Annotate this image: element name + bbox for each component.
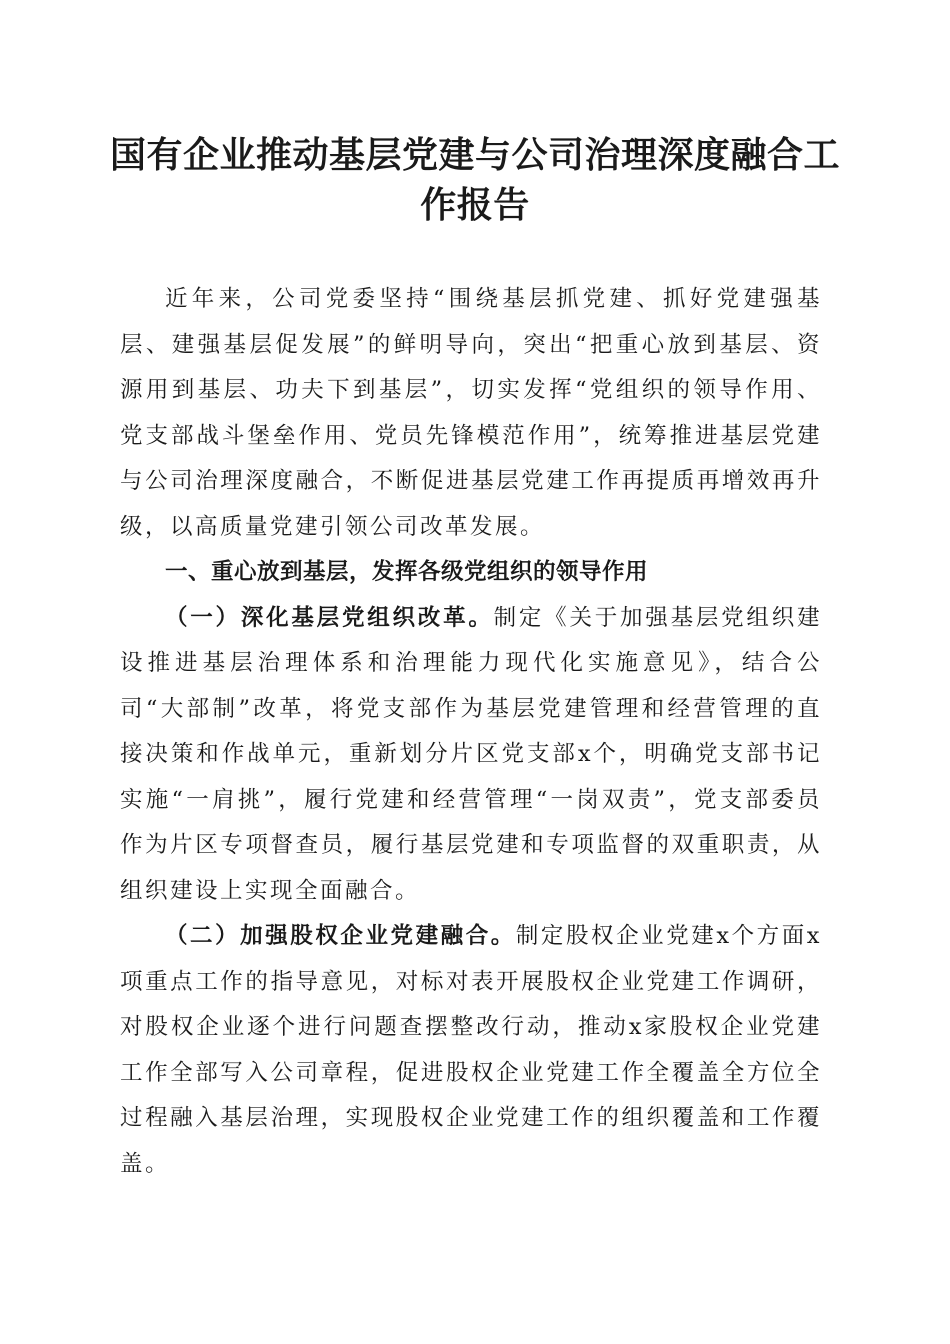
item-2-lead: （二）加强股权企业党建融合。 <box>165 923 516 949</box>
item-2-text: 制定股权企业党建x个方面x项重点工作的指导意见，对标对表开展股权企业党建工作调研，对股权企业逐个进行问题查摆整改行动，推动x家股权企业党建工作全部写入公司章程，促进股权企业党建工作全覆盖全方位全过程融入基层治理，实现股权企业党建工作的组织覆盖和工作覆盖。 <box>120 923 822 1177</box>
document-title: 国有企业推动基层党建与公司治理深度融合工作报告 <box>110 134 841 226</box>
document-body <box>120 277 822 1187</box>
item-1-lead: （一）深化基层党组织改革。 <box>165 604 494 631</box>
item-1-text: 制定《关于加强基层党组织建设推进基层治理体系和治理能力现代化实施意见》，结合公司“大部制”改革，将党支部作为基层党建管理和经营管理的直接决策和作战单元，重新划分片区党支部x个，明确党支部书记实施“一肩挑”，履行党建和经营管理“一岗双责”，党支部委员作为片区专项督查员，履行基层党建和专项监督的双重职责，从组织建设上实现全面融合。 <box>120 604 822 904</box>
section-item-2 <box>120 914 822 1187</box>
section-item-1 <box>120 596 822 915</box>
section-heading: 一、重心放到基层，发挥各级党组织的领导作用 <box>165 559 649 585</box>
intro-paragraph: 近年来，公司党委坚持“围绕基层抓党建、抓好党建强基层、建强基层促发展”的鲜明导向，突出“把重心放到基层、资源用到基层、功夫下到基层”，切实发挥“党组织的领导作用、党支部战斗堡垒作用、党员先锋模范作用”，统筹推进基层党建与公司治理深度融合，不断促进基层党建工作再提质再增效再升级，以高质量党建引领公司改革发展。 <box>120 286 822 540</box>
